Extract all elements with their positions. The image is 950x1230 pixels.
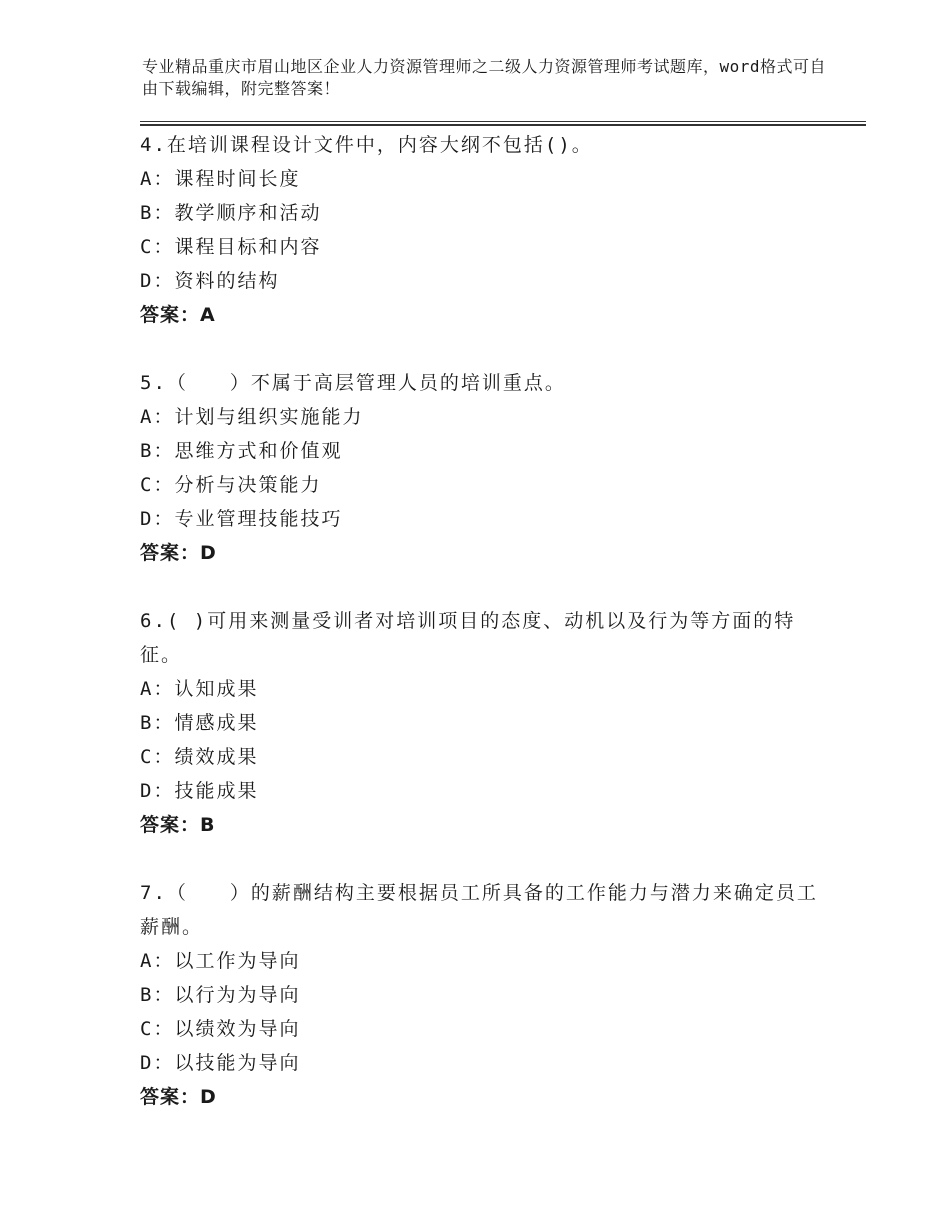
question-7	[140, 876, 820, 1114]
answer-label: 答案：	[140, 1086, 201, 1108]
question-4	[140, 128, 820, 332]
option-d: D：专业管理技能技巧	[140, 508, 343, 530]
answer-line	[140, 298, 820, 332]
option-c: C：绩效成果	[140, 746, 259, 768]
header-divider-thick	[140, 124, 866, 126]
answer-value: D	[200, 542, 217, 564]
question-stem: 5.（ ）不属于高层管理人员的培训重点。	[140, 372, 566, 394]
option-c: C：课程目标和内容	[140, 236, 322, 258]
option-c: C：以绩效为导向	[140, 1018, 301, 1040]
answer-value: A	[200, 304, 216, 326]
answer-label: 答案：	[140, 814, 201, 836]
question-6	[140, 604, 820, 842]
question-stem: 4.在培训课程设计文件中，内容大纲不包括()。	[140, 134, 593, 156]
answer-value: D	[200, 1086, 217, 1108]
option-b: B：情感成果	[140, 712, 259, 734]
question-5	[140, 366, 820, 570]
option-a: A：计划与组织实施能力	[140, 406, 364, 428]
question-stem: 6.( )可用来测量受训者对培训项目的态度、动机以及行为等方面的特征。	[140, 610, 796, 666]
option-a: A：课程时间长度	[140, 168, 301, 190]
option-d: D：资料的结构	[140, 270, 280, 292]
page-header-title: 专业精品重庆市眉山地区企业人力资源管理师之二级人力资源管理师考试题库，word格式可自由下载编辑，附完整答案！	[142, 57, 827, 98]
question-stem: 7.（ ）的薪酬结构主要根据员工所具备的工作能力与潜力来确定员工薪酬。	[140, 882, 818, 938]
option-b: B：教学顺序和活动	[140, 202, 322, 224]
option-b: B：以行为为导向	[140, 984, 301, 1006]
answer-value: B	[200, 814, 216, 836]
option-a: A：认知成果	[140, 678, 259, 700]
answer-line	[140, 808, 820, 842]
option-a: A：以工作为导向	[140, 950, 301, 972]
answer-label: 答案：	[140, 542, 201, 564]
answer-line	[140, 1080, 820, 1114]
option-d: D：技能成果	[140, 780, 259, 802]
option-d: D：以技能为导向	[140, 1052, 301, 1074]
option-b: B：思维方式和价值观	[140, 440, 343, 462]
answer-line	[140, 536, 820, 570]
header-divider-thin	[140, 121, 866, 122]
question-list	[140, 128, 820, 1148]
answer-label: 答案：	[140, 304, 201, 326]
option-c: C：分析与决策能力	[140, 474, 322, 496]
